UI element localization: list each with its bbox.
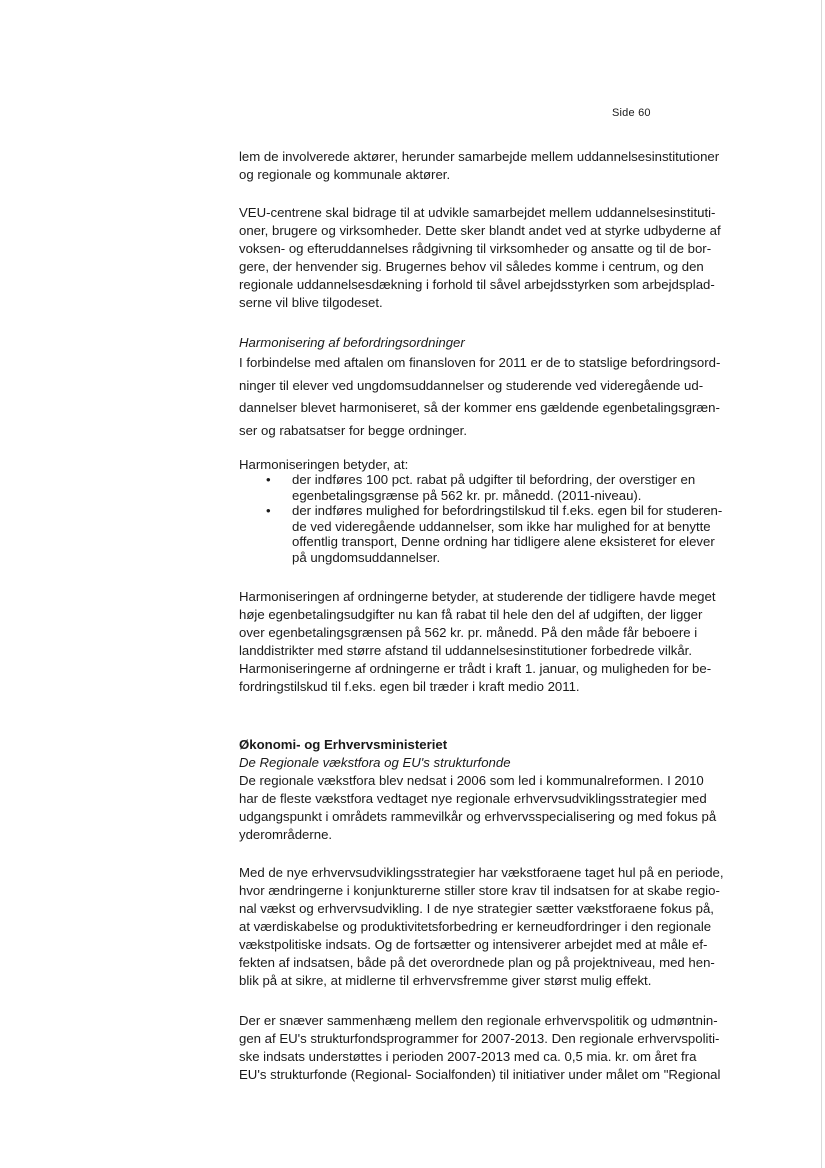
- text-line: landdistrikter med større afstand til uddannelsesinstitutioner forbedrede vilkår.: [239, 643, 692, 658]
- text-line: regionale uddannelsesdækning i forhold til såvel arbejdsstyrken som arbejdsplad-: [239, 277, 715, 292]
- bullet-icon: •: [266, 503, 271, 518]
- page-number: Side 60: [612, 107, 651, 119]
- bullet-icon: •: [266, 472, 271, 487]
- section-heading: Økonomi- og Erhvervsministeriet: [239, 737, 448, 752]
- text-line: oner, brugere og virksomheder. Dette sker blandt andet ved at styrke udbyderne af: [239, 223, 721, 238]
- text-line: der indføres mulighed for befordringstilskud til f.eks. egen bil for studeren-: [292, 503, 723, 518]
- paragraph-veu: [239, 204, 749, 312]
- text-line: nal vækst og erhvervsudvikling. I de nye strategier sætter vækstforaene fokus på,: [239, 901, 714, 916]
- bullet-list: [239, 472, 749, 565]
- subheading-vaekstfora: De Regionale vækstfora og EU's strukturfonde: [239, 755, 511, 770]
- paragraph-intro: [239, 148, 749, 184]
- text-line: ser og rabatsatser for begge ordninger.: [239, 422, 467, 438]
- text-line: og regionale og kommunale aktører.: [239, 167, 451, 182]
- list-item: [239, 503, 749, 565]
- text-line: gere, der henvender sig. Brugernes behov vil således komme i centrum, og den: [239, 259, 704, 274]
- text-line: serne vil blive tilgodeset.: [239, 295, 383, 310]
- text-line: VEU-centrene skal bidrage til at udvikle samarbejdet mellem uddannelsesinstituti-: [239, 205, 716, 220]
- scan-edge: [821, 0, 822, 1168]
- paragraph-finanslov: [239, 352, 749, 442]
- text-line: de ved videregående uddannelser, som ikke har mulighed for at benytte: [292, 518, 711, 534]
- list-intro: Harmoniseringen betyder, at:: [239, 457, 409, 472]
- text-line: Harmoniseringerne af ordningerne er trådt i kraft 1. januar, og muligheden for be-: [239, 661, 712, 676]
- text-line: dannelser blevet harmoniseret, så der kommer ens gældende egenbetalingsgræn-: [239, 400, 720, 415]
- paragraph-eu: [239, 1012, 749, 1084]
- text-line: over egenbetalingsgrænsen på 562 kr. pr. månedd. På den måde får beboere i: [239, 625, 698, 640]
- text-line: I forbindelse med aftalen om finansloven for 2011 er de to statslige befordringsord-: [239, 355, 721, 370]
- paragraph-result: [239, 588, 749, 696]
- text-line: har de fleste vækstfora vedtaget nye regionale erhvervsudviklingsstrategier med: [239, 791, 707, 806]
- paragraph-vaekstfora: [239, 772, 749, 844]
- text-line: der indføres 100 pct. rabat på udgifter til befordring, der overstiger en: [292, 472, 696, 487]
- text-line: vækstpolitiske indsats. Og de fortsætter og intensiverer arbejdet med at måle ef-: [239, 937, 708, 952]
- text-line: yderområderne.: [239, 827, 333, 842]
- text-line: høje egenbetalingsudgifter nu kan få rabat til hele den del af udgiften, der ligger: [239, 607, 703, 622]
- text-line: fordringstilskud til f.eks. egen bil træder i kraft medio 2011.: [239, 679, 580, 694]
- text-line: ninger til elever ved ungdomsuddannelser og studerende ved videregående ud-: [239, 377, 704, 393]
- text-line: på ungdomsuddannelser.: [292, 549, 441, 565]
- text-line: egenbetalingsgrænse på 562 kr. pr. månedd. (2011-niveau).: [292, 487, 642, 503]
- text-line: at værdiskabelse og produktivitetsforbedring er kerneudfordringer i den regionale: [239, 919, 712, 934]
- text-line: offentlig transport, Denne ordning har tidligere alene eksisteret for elever: [292, 534, 715, 549]
- text-line: ske indsats understøttes i perioden 2007-2013 med ca. 0,5 mia. kr. om året fra: [239, 1049, 697, 1064]
- text-line: EU's strukturfonde (Regional- Socialfonden) til initiativer under målet om "Regional: [239, 1067, 721, 1082]
- text-line: udgangspunkt i områdets rammevilkår og erhvervsspecialisering og med fokus på: [239, 809, 717, 824]
- text-line: Med de nye erhvervsudviklingsstrategier har vækstforaene taget hul på en periode,: [239, 865, 724, 880]
- text-line: voksen- og efteruddannelses rådgivning til virksomheder og ansatte og til de bor-: [239, 241, 712, 256]
- text-line: blik på at sikre, at midlerne til erhvervsfremme giver størst mulig effekt.: [239, 973, 652, 988]
- text-line: Der er snæver sammenhæng mellem den regionale erhvervspolitik og udmøntnin-: [239, 1013, 718, 1028]
- text-line: Harmoniseringen af ordningerne betyder, at studerende der tidligere havde meget: [239, 589, 716, 604]
- text-line: De regionale vækstfora blev nedsat i 2006 som led i kommunalreformen. I 2010: [239, 773, 704, 788]
- text-line: lem de involverede aktører, herunder samarbejde mellem uddannelsesinstitutioner: [239, 149, 720, 164]
- text-line: fekten af indsatsen, både på det overordnede plan og på projektniveau, med hen-: [239, 955, 715, 970]
- subheading-befordring: Harmonisering af befordringsordninger: [239, 335, 465, 350]
- text-line: hvor ændringerne i konjunkturerne stiller store krav til indsatsen for at skabe regio-: [239, 883, 720, 898]
- text-line: gen af EU's strukturfondsprogrammer for 2007-2013. Den regionale erhvervspoliti-: [239, 1031, 720, 1046]
- list-item: [239, 472, 749, 503]
- paragraph-strategies: [239, 864, 749, 990]
